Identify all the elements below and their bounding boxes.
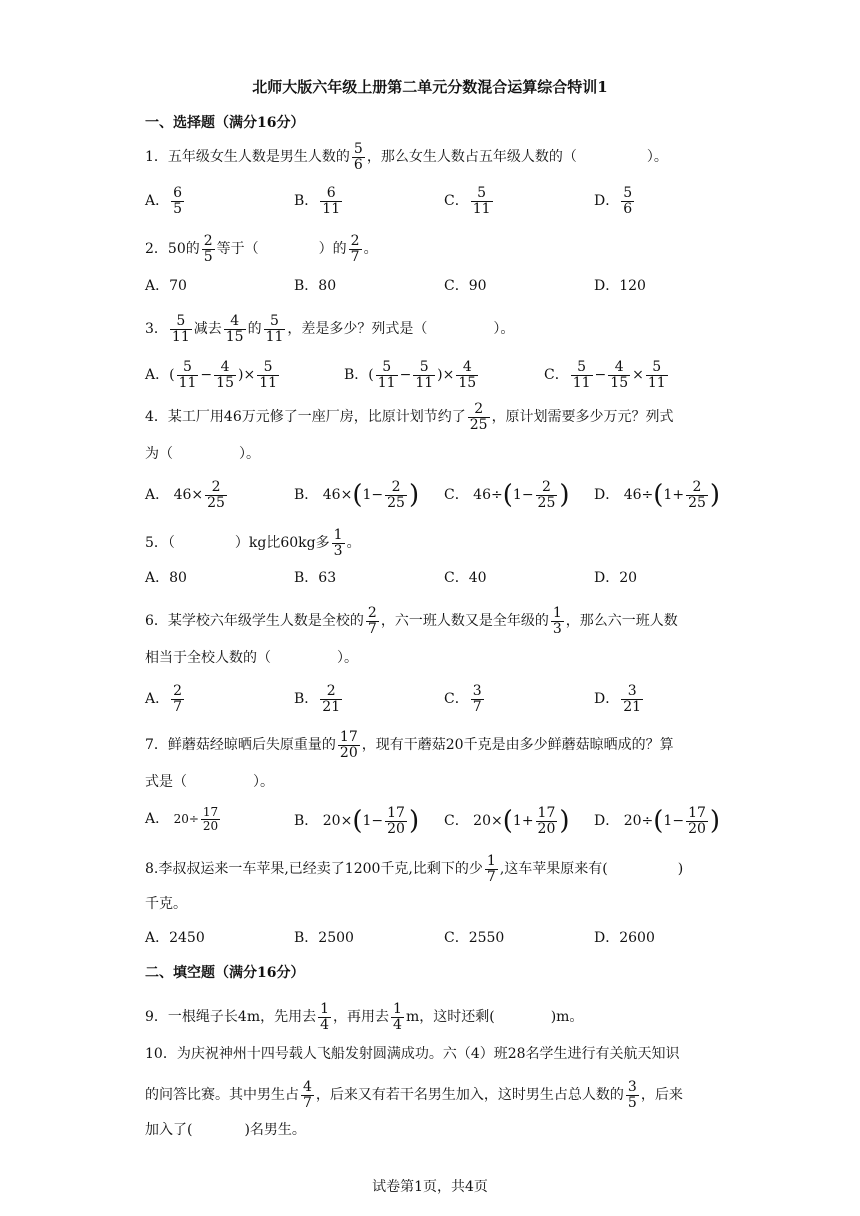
question-3: 3． $\frac{5}{11}$ 减去 $\frac{4}{15}$ 的 $\frac{5}{11}$ ，差是多少？列式是（ ）。 bbox=[145, 313, 515, 345]
page-title: 北师大版六年级上册第二单元分数混合运算综合特训1 bbox=[252, 78, 608, 96]
option-a[interactable]: A．70 bbox=[145, 278, 187, 294]
option-a[interactable]: A． 46× $\frac{2}{25}$ bbox=[145, 479, 225, 511]
question-7-line2: 式是（ ）。 bbox=[145, 774, 274, 790]
option-c[interactable]: C． 20×(1+ $\frac{17}{20}$ ) bbox=[444, 805, 570, 837]
question-6-line2: 相当于全校人数的（ ）。 bbox=[145, 650, 358, 666]
question-4: 4．某工厂用46万元修了一座厂房，比原计划节约了 $\frac{2}{25}$ ，原计划需要多少万元？列式 bbox=[145, 401, 674, 433]
option-d[interactable]: D．2600 bbox=[594, 930, 655, 946]
option-c[interactable]: C． $\frac{3}{7}$ bbox=[444, 683, 482, 715]
option-c[interactable]: C． $\frac{5}{11}$ bbox=[444, 185, 491, 217]
option-b[interactable]: B．( $\frac{5}{11}$ − $\frac{5}{11}$ )× $\frac{4}{15}$ bbox=[344, 359, 477, 391]
question-8: 8.李叔叔运来一车苹果,已经卖了1200千克,比剩下的少 $\frac{1}{7}$ ,这车苹果原来有( ) bbox=[145, 853, 684, 885]
question-7: 7．鲜蘑菇经晾晒后失原重量的 $\frac{17}{20}$ ，现有干蘑菇20千克是由多少鲜蘑菇晾晒成的？算 bbox=[145, 729, 674, 761]
option-d[interactable]: D． $\frac{3}{21}$ bbox=[594, 683, 642, 715]
option-d[interactable]: D．20 bbox=[594, 570, 638, 586]
question-4-line2: 为（ ）。 bbox=[145, 446, 260, 462]
question-9: 9．一根绳子长4m，先用去 $\frac{1}{4}$ ，再用去 $\frac{1}{4}$ m，这时还剩( )m。 bbox=[145, 1001, 584, 1033]
option-a[interactable]: A．80 bbox=[145, 570, 187, 586]
option-c[interactable]: C． 46÷(1− $\frac{2}{25}$ ) bbox=[444, 479, 570, 511]
question-1: 1．五年级女生人数是男生人数的 $\frac{5}{6}$ ，那么女生人数占五年级人数的（ ）。 bbox=[145, 141, 668, 173]
question-10: 10．为庆祝神州十四号载人飞船发射圆满成功。六（4）班28名学生进行有关航天知识 bbox=[145, 1046, 680, 1062]
option-d[interactable]: D． 20÷(1− $\frac{17}{20}$ ) bbox=[594, 805, 721, 837]
option-d[interactable]: D．120 bbox=[594, 278, 646, 294]
option-b[interactable]: B． 20×(1− $\frac{17}{20}$ ) bbox=[294, 805, 420, 837]
option-b[interactable]: B．63 bbox=[294, 570, 337, 586]
option-c[interactable]: C．90 bbox=[444, 278, 487, 294]
option-d[interactable]: D． $\frac{5}{6}$ bbox=[594, 185, 633, 217]
option-a[interactable]: A． 20÷ $\frac{17}{20}$ bbox=[145, 805, 219, 833]
option-a[interactable]: A． $\frac{2}{7}$ bbox=[145, 683, 183, 715]
option-a[interactable]: A．2450 bbox=[145, 930, 205, 946]
option-b[interactable]: B． $\frac{2}{21}$ bbox=[294, 683, 341, 715]
section-heading-fill: 二、填空题（满分16分） bbox=[145, 965, 305, 981]
question-2: 2．50的 $\frac{2}{5}$ 等于（ ）的 $\frac{2}{7}$ 。 bbox=[145, 233, 378, 265]
option-c[interactable]: C． $\frac{5}{11}$ − $\frac{4}{15}$ × $\frac{5}{11}$ bbox=[544, 359, 666, 391]
question-8-line2: 千克。 bbox=[145, 896, 187, 912]
option-a[interactable]: A．( $\frac{5}{11}$ − $\frac{4}{15}$ )× $\frac{5}{11}$ bbox=[145, 359, 278, 391]
option-b[interactable]: B． $\frac{6}{11}$ bbox=[294, 185, 341, 217]
question-5: 5．（ ）kg比60kg多 $\frac{1}{3}$ 。 bbox=[145, 527, 361, 559]
option-b[interactable]: B． 46×(1− $\frac{2}{25}$ ) bbox=[294, 479, 420, 511]
option-a[interactable]: A． $\frac{6}{5}$ bbox=[145, 185, 183, 217]
option-c[interactable]: C．40 bbox=[444, 570, 487, 586]
option-b[interactable]: B．2500 bbox=[294, 930, 354, 946]
question-10-line2: 的问答比赛。其中男生占 $\frac{4}{7}$ ，后来又有若干名男生加入，这时男生占总人数的 $\frac{3}{5}$ ，后来 bbox=[145, 1079, 683, 1111]
section-heading-choice: 一、选择题（满分16分） bbox=[145, 115, 305, 131]
option-d[interactable]: D． 46÷(1+ $\frac{2}{25}$ ) bbox=[594, 479, 721, 511]
question-10-line3: 加入了( )名男生。 bbox=[145, 1122, 306, 1138]
option-c[interactable]: C．2550 bbox=[444, 930, 505, 946]
question-6: 6．某学校六年级学生人数是全校的 $\frac{2}{7}$ ，六一班人数又是全年级的 $\frac{1}{3}$ ，那么六一班人数 bbox=[145, 605, 678, 637]
option-b[interactable]: B．80 bbox=[294, 278, 337, 294]
fraction: $\frac{5}{6}$ bbox=[353, 141, 363, 173]
page-footer: 试卷第1页，共4页 bbox=[372, 1179, 488, 1195]
